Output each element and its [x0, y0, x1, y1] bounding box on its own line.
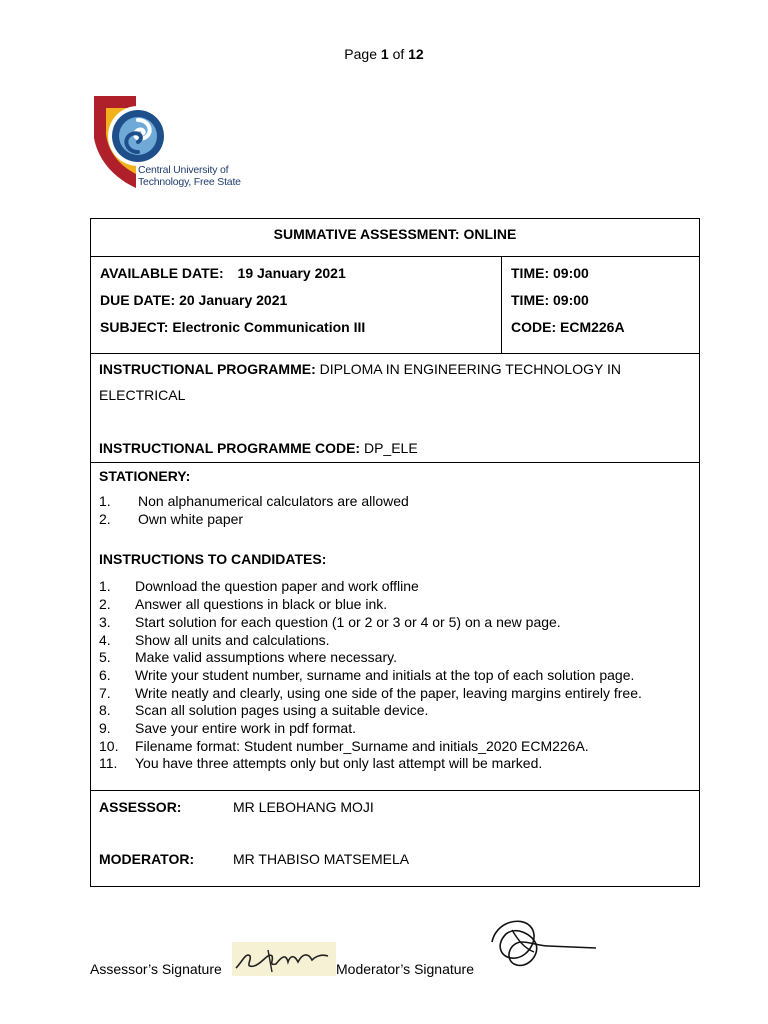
- programme-line: [99, 356, 691, 408]
- assessment-title: SUMMATIVE ASSESSMENT: ONLINE: [273, 226, 517, 242]
- programme-code-value: DP_ELE: [363, 440, 418, 456]
- item-number: 6.: [99, 666, 111, 683]
- assessor-row: [99, 799, 691, 815]
- time-available: TIME: 09:00: [511, 265, 589, 281]
- moderator-signature-icon: [486, 912, 606, 972]
- subject: SUBJECT: Electronic Communication III: [100, 319, 366, 335]
- list-item: [99, 632, 691, 650]
- assessor-signature-label: Assessor’s Signature: [90, 961, 222, 977]
- instructions-list: [99, 578, 691, 773]
- stationery-instructions-cell: [91, 463, 700, 791]
- due-date: DUE DATE: 20 January 2021: [100, 292, 288, 308]
- time-due: TIME: 09:00: [511, 292, 589, 308]
- list-item: [99, 738, 691, 756]
- list-item: [99, 649, 691, 667]
- programme-code-label: INSTRUCTIONAL PROGRAMME CODE:: [99, 440, 361, 456]
- item-number: 5.: [99, 649, 111, 666]
- item-text: Save your entire work in pdf format.: [135, 720, 356, 737]
- list-item: [99, 667, 691, 685]
- list-item: [99, 511, 691, 529]
- logo-text-line1: Central University of: [138, 164, 229, 176]
- assessment-title-cell: [91, 219, 700, 257]
- item-text: Show all units and calculations.: [135, 631, 330, 648]
- assessor-signature-icon: [232, 942, 336, 976]
- item-text: Write neatly and clearly, using one side of the paper, leaving margins entirely free.: [135, 684, 642, 701]
- item-number: 10.: [99, 737, 119, 754]
- date-subject-cell: [91, 257, 502, 354]
- item-text: Non alphanumerical calculators are allowed: [138, 493, 409, 509]
- programme-cell: [91, 354, 700, 463]
- item-number: 1.: [99, 578, 111, 595]
- item-text: Answer all questions in black or blue ink.: [135, 596, 388, 613]
- item-text: You have three attempts only but only last attempt will be marked.: [135, 755, 543, 772]
- list-item: [99, 493, 691, 511]
- item-number: 7.: [99, 684, 111, 701]
- moderator-signature-label: Moderator’s Signature: [336, 961, 475, 977]
- available-date-label: AVAILABLE DATE:: [100, 265, 224, 281]
- stationery-list: [99, 493, 691, 528]
- item-text: Start solution for each question (1 or 2 or 3 or 4 or 5) on a new page.: [135, 613, 561, 630]
- item-number: 8.: [99, 702, 111, 719]
- list-item: [99, 720, 691, 738]
- moderator-row: [99, 851, 691, 867]
- programme-label: INSTRUCTIONAL PROGRAMME:: [99, 361, 316, 377]
- university-logo: [92, 94, 252, 194]
- item-text: Download the question paper and work offline: [135, 578, 419, 595]
- assessment-cover-table: [90, 218, 700, 887]
- list-item: [99, 596, 691, 614]
- item-number: 1.: [99, 493, 111, 509]
- assessor-name: MR LEBOHANG MOJI: [233, 799, 374, 815]
- list-item: [99, 702, 691, 720]
- item-number: 11.: [99, 755, 118, 772]
- moderator-name: MR THABISO MATSEMELA: [233, 851, 410, 867]
- moderator-label: MODERATOR:: [99, 851, 195, 867]
- time-code-cell: [502, 257, 700, 354]
- list-item: [99, 578, 691, 596]
- available-date-value: 19 January 2021: [237, 265, 346, 281]
- item-text: Filename format: Student number_Surname and initials_2020 ECM226A.: [135, 737, 589, 754]
- moderator-signature-image: [486, 912, 606, 972]
- assessor-signature-image: [232, 942, 336, 976]
- item-number: 3.: [99, 613, 111, 630]
- programme-code-line: [99, 435, 691, 461]
- page-label: Page: [344, 46, 377, 62]
- item-number: 9.: [99, 720, 111, 737]
- item-text: Write your student number, surname and initials at the top of each solution page.: [135, 666, 635, 683]
- page-number: [0, 46, 768, 62]
- item-text: Own white paper: [138, 510, 244, 527]
- stationery-heading: STATIONERY:: [99, 468, 191, 484]
- item-number: 2.: [99, 510, 111, 527]
- list-item: [99, 755, 691, 773]
- signature-line: [90, 958, 710, 1018]
- page-total: 12: [408, 46, 424, 62]
- logo-text: [138, 164, 241, 188]
- item-text: Make valid assumptions where necessary.: [135, 649, 397, 666]
- list-item: [99, 685, 691, 703]
- list-item: [99, 614, 691, 632]
- item-number: 2.: [99, 596, 111, 613]
- programme-value: DIPLOMA IN ENGINEERING TECHNOLOGY IN ELECTRICAL: [99, 361, 621, 403]
- assessor-label: ASSESSOR:: [99, 799, 182, 815]
- page-of: of: [392, 46, 405, 62]
- item-number: 4.: [99, 631, 111, 648]
- instructions-heading: INSTRUCTIONS TO CANDIDATES:: [99, 551, 327, 568]
- subject-code: CODE: ECM226A: [511, 319, 625, 335]
- available-date: [92, 260, 500, 287]
- staff-cell: [91, 791, 700, 887]
- page-current: 1: [380, 46, 389, 62]
- item-text: Scan all solution pages using a suitable device.: [135, 702, 429, 719]
- logo-text-line2: Technology, Free State: [138, 176, 241, 188]
